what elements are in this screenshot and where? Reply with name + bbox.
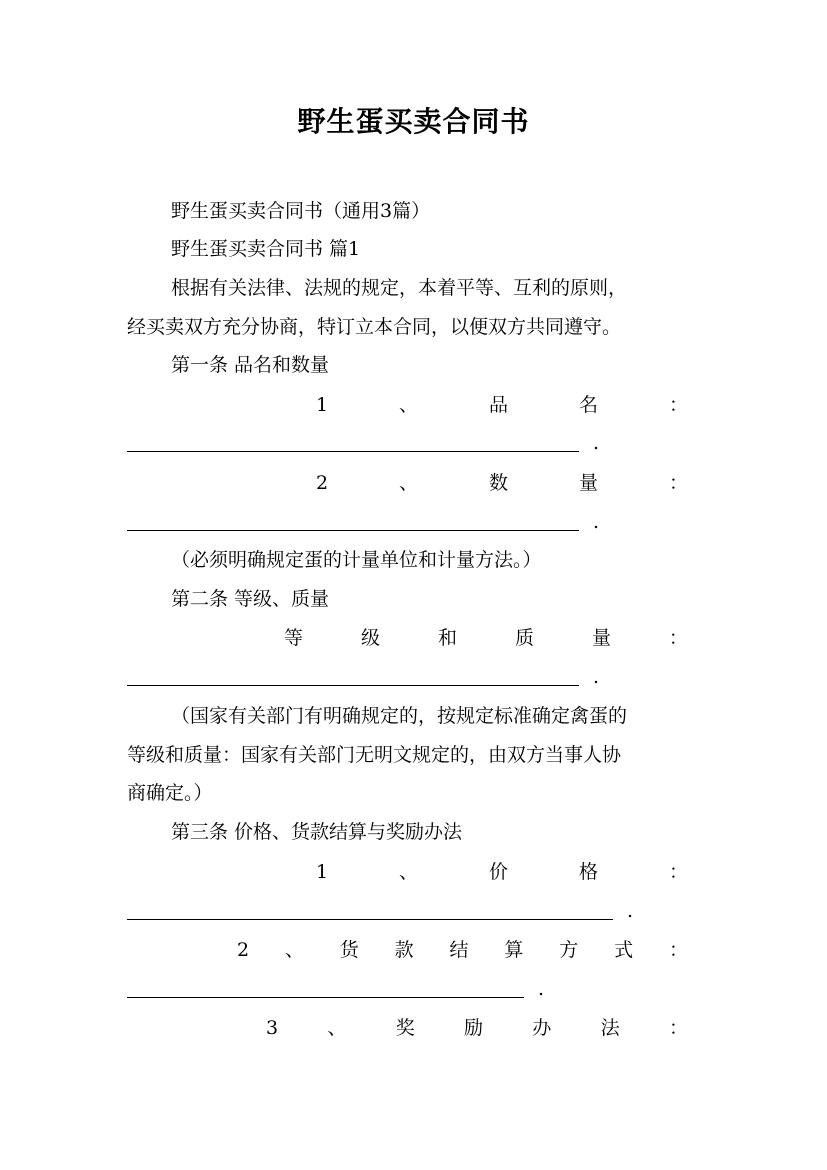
item-text: 3 bbox=[266, 1017, 279, 1039]
item-text: 2 bbox=[237, 939, 250, 961]
item-text: 算 bbox=[504, 939, 524, 961]
fill-in-blank bbox=[127, 976, 544, 1002]
item-text: 等 bbox=[284, 627, 304, 649]
fill-in-blank bbox=[127, 664, 599, 690]
fill-in-blank bbox=[127, 430, 599, 456]
item-text: 结 bbox=[449, 939, 469, 961]
item-text: 格 bbox=[578, 861, 598, 883]
item-text: 式 bbox=[614, 939, 634, 961]
period: . bbox=[627, 900, 634, 922]
article-3-item-2 bbox=[237, 937, 688, 963]
article-2-note-line: （国家有关部门有明确规定的，按规定标准确定禽蛋的 bbox=[171, 705, 628, 727]
item-text: 、 bbox=[399, 394, 419, 416]
item-text: 质 bbox=[514, 627, 534, 649]
item-text: 货 bbox=[339, 939, 359, 961]
article-3-item-1 bbox=[316, 859, 688, 885]
article-1-heading: 第一条 品名和数量 bbox=[171, 354, 330, 376]
item-text: 名 bbox=[578, 394, 598, 416]
article-1-note: （必须明确规定蛋的计量单位和计量方法。） bbox=[171, 549, 542, 571]
document-title: 野生蛋买卖合同书 bbox=[297, 105, 530, 138]
fill-in-blank bbox=[127, 509, 599, 535]
intro-paragraph-line: 经买卖双方充分协商，特订立本合同，以便双方共同遵守。 bbox=[127, 316, 622, 338]
fill-in-blank bbox=[127, 898, 633, 924]
article-1-item-1 bbox=[316, 392, 688, 418]
article-2-item bbox=[284, 625, 688, 651]
period: . bbox=[538, 978, 545, 1000]
section-heading: 野生蛋买卖合同书 篇1 bbox=[171, 238, 361, 260]
item-text: 方 bbox=[559, 939, 579, 961]
item-text: 1 bbox=[316, 861, 329, 883]
article-2-note-line: 等级和质量：国家有关部门无明文规定的，由双方当事人协 bbox=[127, 744, 622, 766]
period: . bbox=[593, 511, 600, 533]
article-2-heading: 第二条 等级、质量 bbox=[171, 588, 330, 610]
item-text: 、 bbox=[399, 472, 419, 494]
blank-line bbox=[127, 685, 579, 686]
item-text: ： bbox=[668, 861, 688, 883]
item-text: 级 bbox=[360, 627, 380, 649]
item-text: 量 bbox=[591, 627, 611, 649]
blank-line bbox=[127, 451, 579, 452]
item-text: 、 bbox=[327, 1017, 347, 1039]
article-3-item-3 bbox=[266, 1015, 688, 1041]
item-text: 品 bbox=[489, 394, 509, 416]
item-text: ： bbox=[668, 472, 688, 494]
document-subtitle: 野生蛋买卖合同书（通用3篇） bbox=[171, 200, 431, 222]
item-text: 1 bbox=[316, 394, 329, 416]
period: . bbox=[593, 432, 600, 454]
item-text: 和 bbox=[437, 627, 457, 649]
item-text: 办 bbox=[532, 1017, 552, 1039]
article-1-item-2 bbox=[316, 470, 688, 496]
intro-paragraph-line: 根据有关法律、法规的规定，本着平等、互利的原则， bbox=[171, 277, 628, 299]
item-text: 法 bbox=[600, 1017, 620, 1039]
item-text: 价 bbox=[489, 861, 509, 883]
blank-line bbox=[127, 530, 579, 531]
item-text: ： bbox=[668, 394, 688, 416]
period: . bbox=[593, 666, 600, 688]
item-text: 2 bbox=[316, 472, 329, 494]
item-text: 励 bbox=[464, 1017, 484, 1039]
article-3-heading: 第三条 价格、货款结算与奖励办法 bbox=[171, 821, 463, 843]
item-text: 奖 bbox=[395, 1017, 415, 1039]
item-text: 量 bbox=[578, 472, 598, 494]
item-text: 数 bbox=[489, 472, 509, 494]
item-text: 、 bbox=[284, 939, 304, 961]
article-2-note-line: 商确定。） bbox=[127, 782, 213, 804]
item-text: 、 bbox=[399, 861, 419, 883]
item-text: ： bbox=[668, 1017, 688, 1039]
item-text: 款 bbox=[394, 939, 414, 961]
blank-line bbox=[127, 997, 524, 998]
blank-line bbox=[127, 919, 613, 920]
item-text: ： bbox=[668, 627, 688, 649]
item-text: ： bbox=[668, 939, 688, 961]
